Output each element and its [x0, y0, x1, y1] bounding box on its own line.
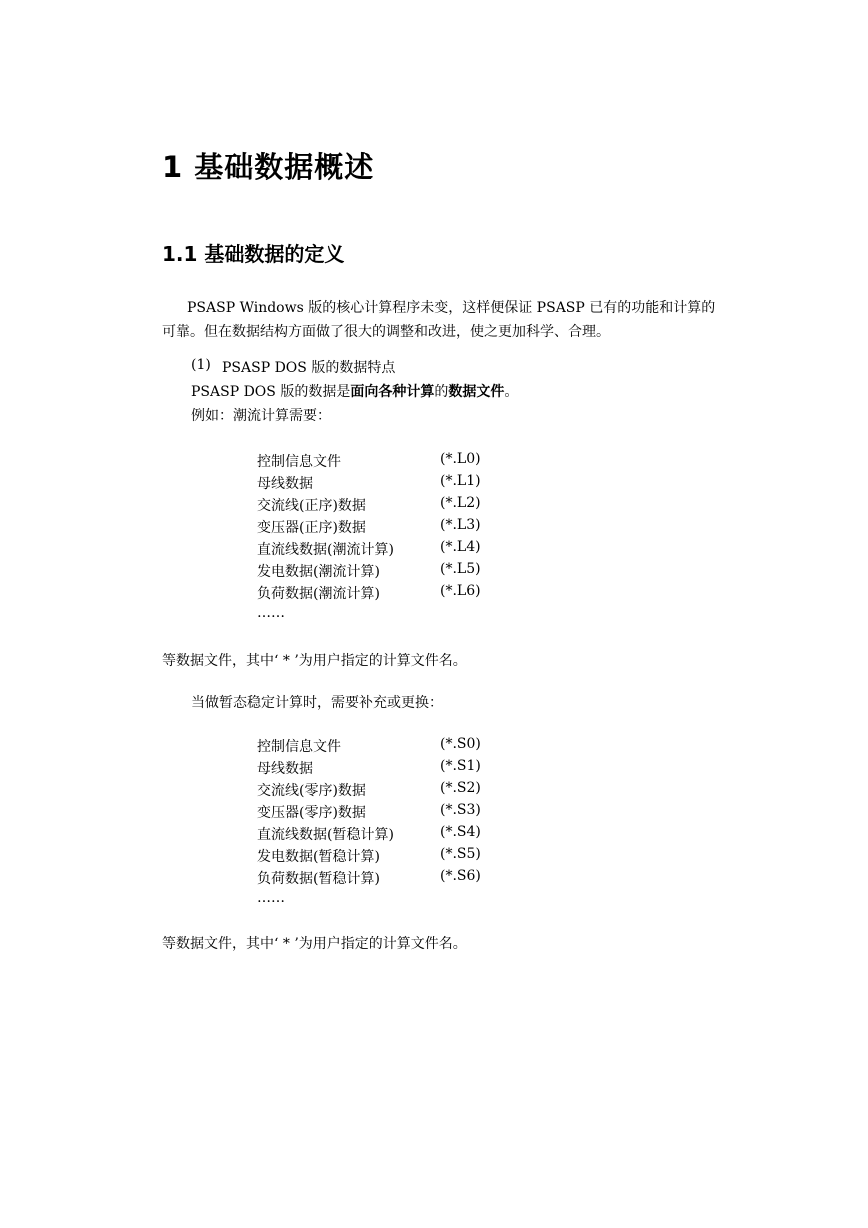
transient-file-name: 直流线数据(暂稳计算)	[257, 827, 394, 843]
transient-file-name: 母线数据	[257, 761, 313, 777]
transient-file-name: 交流线(零序)数据	[257, 783, 366, 799]
transient-file-extension: (*.S3)	[440, 802, 481, 818]
intro-paragraph-line-1: PSASP Windows 版的核心计算程序未变，这样便保证 PSASP 已有的功能和计算的	[187, 300, 716, 316]
transient-intro: 当做暂态稳定计算时，需要补充或更换：	[191, 695, 443, 711]
dos-line-bold-1: 面向各种计算	[350, 384, 435, 400]
loadflow-file-extension: (*.L5)	[440, 561, 481, 577]
chapter-title: 1 基础数据概述	[162, 150, 375, 184]
loadflow-file-name: 负荷数据(潮流计算)	[257, 586, 380, 602]
transient-file-name: 负荷数据(暂稳计算)	[257, 871, 380, 887]
loadflow-file-extension: (*.L2)	[440, 495, 481, 511]
loadflow-file-name: 母线数据	[257, 476, 313, 492]
item-1-number: (1)	[191, 357, 211, 373]
dos-line-mid: 的	[434, 384, 449, 400]
note-1: 等数据文件，其中‘ * ’为用户指定的计算文件名。	[162, 653, 467, 669]
loadflow-file-name: 交流线(正序)数据	[257, 498, 366, 514]
loadflow-file-extension: (*.L0)	[440, 451, 481, 467]
transient-file-name: 变压器(零序)数据	[257, 805, 366, 821]
loadflow-file-name: 发电数据(潮流计算)	[257, 564, 380, 580]
section-title: 1.1 基础数据的定义	[162, 242, 345, 266]
dos-line-bold-2: 数据文件	[448, 384, 505, 400]
loadflow-file-extension: (*.L6)	[440, 583, 481, 599]
transient-file-extension: (*.S1)	[440, 758, 481, 774]
transient-file-name: 控制信息文件	[257, 739, 341, 755]
ellipsis-2: ……	[257, 890, 285, 906]
note-2: 等数据文件，其中‘ * ’为用户指定的计算文件名。	[162, 936, 467, 952]
loadflow-file-extension: (*.L1)	[440, 473, 481, 489]
dos-line-prefix: PSASP DOS 版的数据是	[191, 384, 351, 400]
example-line: 例如：潮流计算需要：	[191, 408, 331, 424]
intro-paragraph-line-2: 可靠。但在数据结构方面做了很大的调整和改进，使之更加科学、合理。	[162, 324, 610, 340]
loadflow-file-name: 变压器(正序)数据	[257, 520, 366, 536]
item-1-title: PSASP DOS 版的数据特点	[222, 360, 396, 376]
transient-file-extension: (*.S4)	[440, 824, 481, 840]
transient-file-extension: (*.S6)	[440, 868, 481, 884]
transient-file-extension: (*.S0)	[440, 736, 481, 752]
dos-data-line	[191, 381, 518, 401]
transient-file-extension: (*.S2)	[440, 780, 481, 796]
ellipsis-1: ……	[257, 605, 285, 621]
loadflow-file-extension: (*.L4)	[440, 539, 481, 555]
dos-line-suffix: 。	[504, 384, 519, 400]
transient-file-name: 发电数据(暂稳计算)	[257, 849, 380, 865]
loadflow-file-name: 控制信息文件	[257, 454, 341, 470]
transient-file-extension: (*.S5)	[440, 846, 481, 862]
loadflow-file-name: 直流线数据(潮流计算)	[257, 542, 394, 558]
loadflow-file-extension: (*.L3)	[440, 517, 481, 533]
